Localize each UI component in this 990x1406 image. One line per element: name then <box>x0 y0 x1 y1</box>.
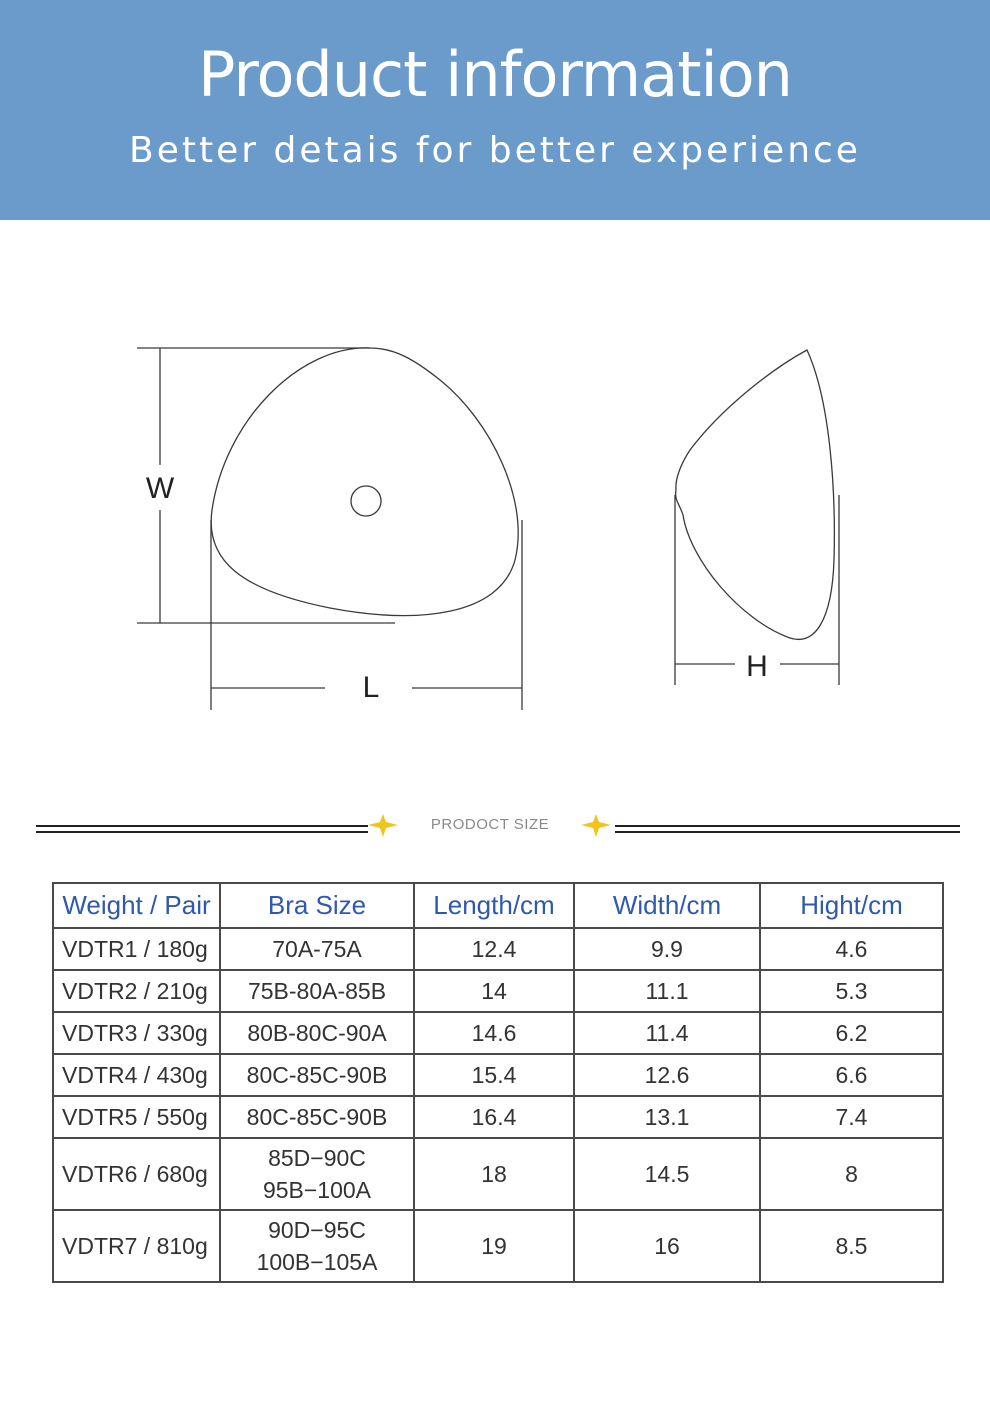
sparkle-right-icon <box>581 814 611 837</box>
length-cell: 16.4 <box>414 1096 574 1138</box>
weight-cell: VDTR2 / 210g <box>53 970 220 1012</box>
table-row <box>53 970 943 1012</box>
page-subtitle: Better detais for better experience <box>129 130 861 171</box>
size-table <box>52 882 944 1283</box>
weight-cell: VDTR3 / 330g <box>53 1012 220 1054</box>
weight-cell: VDTR5 / 550g <box>53 1096 220 1138</box>
height-cell: 7.4 <box>760 1096 943 1138</box>
column-header: Weight / Pair <box>53 883 220 928</box>
height-cell: 5.3 <box>760 970 943 1012</box>
length-cell: 19 <box>414 1210 574 1282</box>
table-row <box>53 1096 943 1138</box>
column-header: Bra Size <box>220 883 414 928</box>
dimension-label-h: H <box>746 650 768 683</box>
width-cell: 16 <box>574 1210 760 1282</box>
column-header: Length/cm <box>414 883 574 928</box>
column-header: Width/cm <box>574 883 760 928</box>
bra-size-cell: 80C-85C-90B <box>220 1096 414 1138</box>
table-row <box>53 1138 943 1210</box>
bra-size-cell: 80C-85C-90B <box>220 1054 414 1096</box>
height-cell: 4.6 <box>760 928 943 970</box>
length-cell: 12.4 <box>414 928 574 970</box>
header-banner <box>0 0 990 220</box>
length-cell: 18 <box>414 1138 574 1210</box>
table-row <box>53 1210 943 1282</box>
nipple-circle <box>351 486 381 516</box>
table-row <box>53 928 943 970</box>
width-cell: 12.6 <box>574 1054 760 1096</box>
width-cell: 11.1 <box>574 970 760 1012</box>
bra-size-line: 95B−100A <box>262 1177 372 1203</box>
table-row <box>53 1054 943 1096</box>
product-dimension-diagram <box>0 220 990 780</box>
table-row <box>53 1012 943 1054</box>
weight-cell: VDTR4 / 430g <box>53 1054 220 1096</box>
height-cell: 8 <box>760 1138 943 1210</box>
height-cell: 6.6 <box>760 1054 943 1096</box>
bra-size-line: 90D−95C <box>268 1217 366 1243</box>
section-title: PRODOCT SIZE <box>430 816 550 833</box>
bra-size-cell: 80B-80C-90A <box>220 1012 414 1054</box>
bra-size-line: 100B−105A <box>256 1249 378 1275</box>
weight-cell: VDTR7 / 810g <box>53 1210 220 1282</box>
length-cell: 14 <box>414 970 574 1012</box>
height-cell: 8.5 <box>760 1210 943 1282</box>
length-cell: 14.6 <box>414 1012 574 1054</box>
front-view-outline <box>211 348 518 616</box>
width-cell: 13.1 <box>574 1096 760 1138</box>
width-cell: 14.5 <box>574 1138 760 1210</box>
bra-size-cell: 75B-80A-85B <box>220 970 414 1012</box>
width-cell: 9.9 <box>574 928 760 970</box>
page-title: Product information <box>198 38 792 111</box>
bra-size-cell: 70A-75A <box>220 928 414 970</box>
dimension-label-w: W <box>145 472 175 505</box>
bra-size-cell <box>220 1138 414 1210</box>
weight-cell: VDTR6 / 680g <box>53 1138 220 1210</box>
length-cell: 15.4 <box>414 1054 574 1096</box>
weight-cell: VDTR1 / 180g <box>53 928 220 970</box>
table-header-row <box>53 883 943 928</box>
sparkle-left-icon <box>368 814 398 837</box>
column-header: Hight/cm <box>760 883 943 928</box>
height-cell: 6.2 <box>760 1012 943 1054</box>
dimension-label-l: L <box>362 671 380 704</box>
side-view-outline <box>676 350 835 639</box>
bra-size-cell <box>220 1210 414 1282</box>
width-cell: 11.4 <box>574 1012 760 1054</box>
bra-size-line: 85D−90C <box>268 1145 366 1171</box>
